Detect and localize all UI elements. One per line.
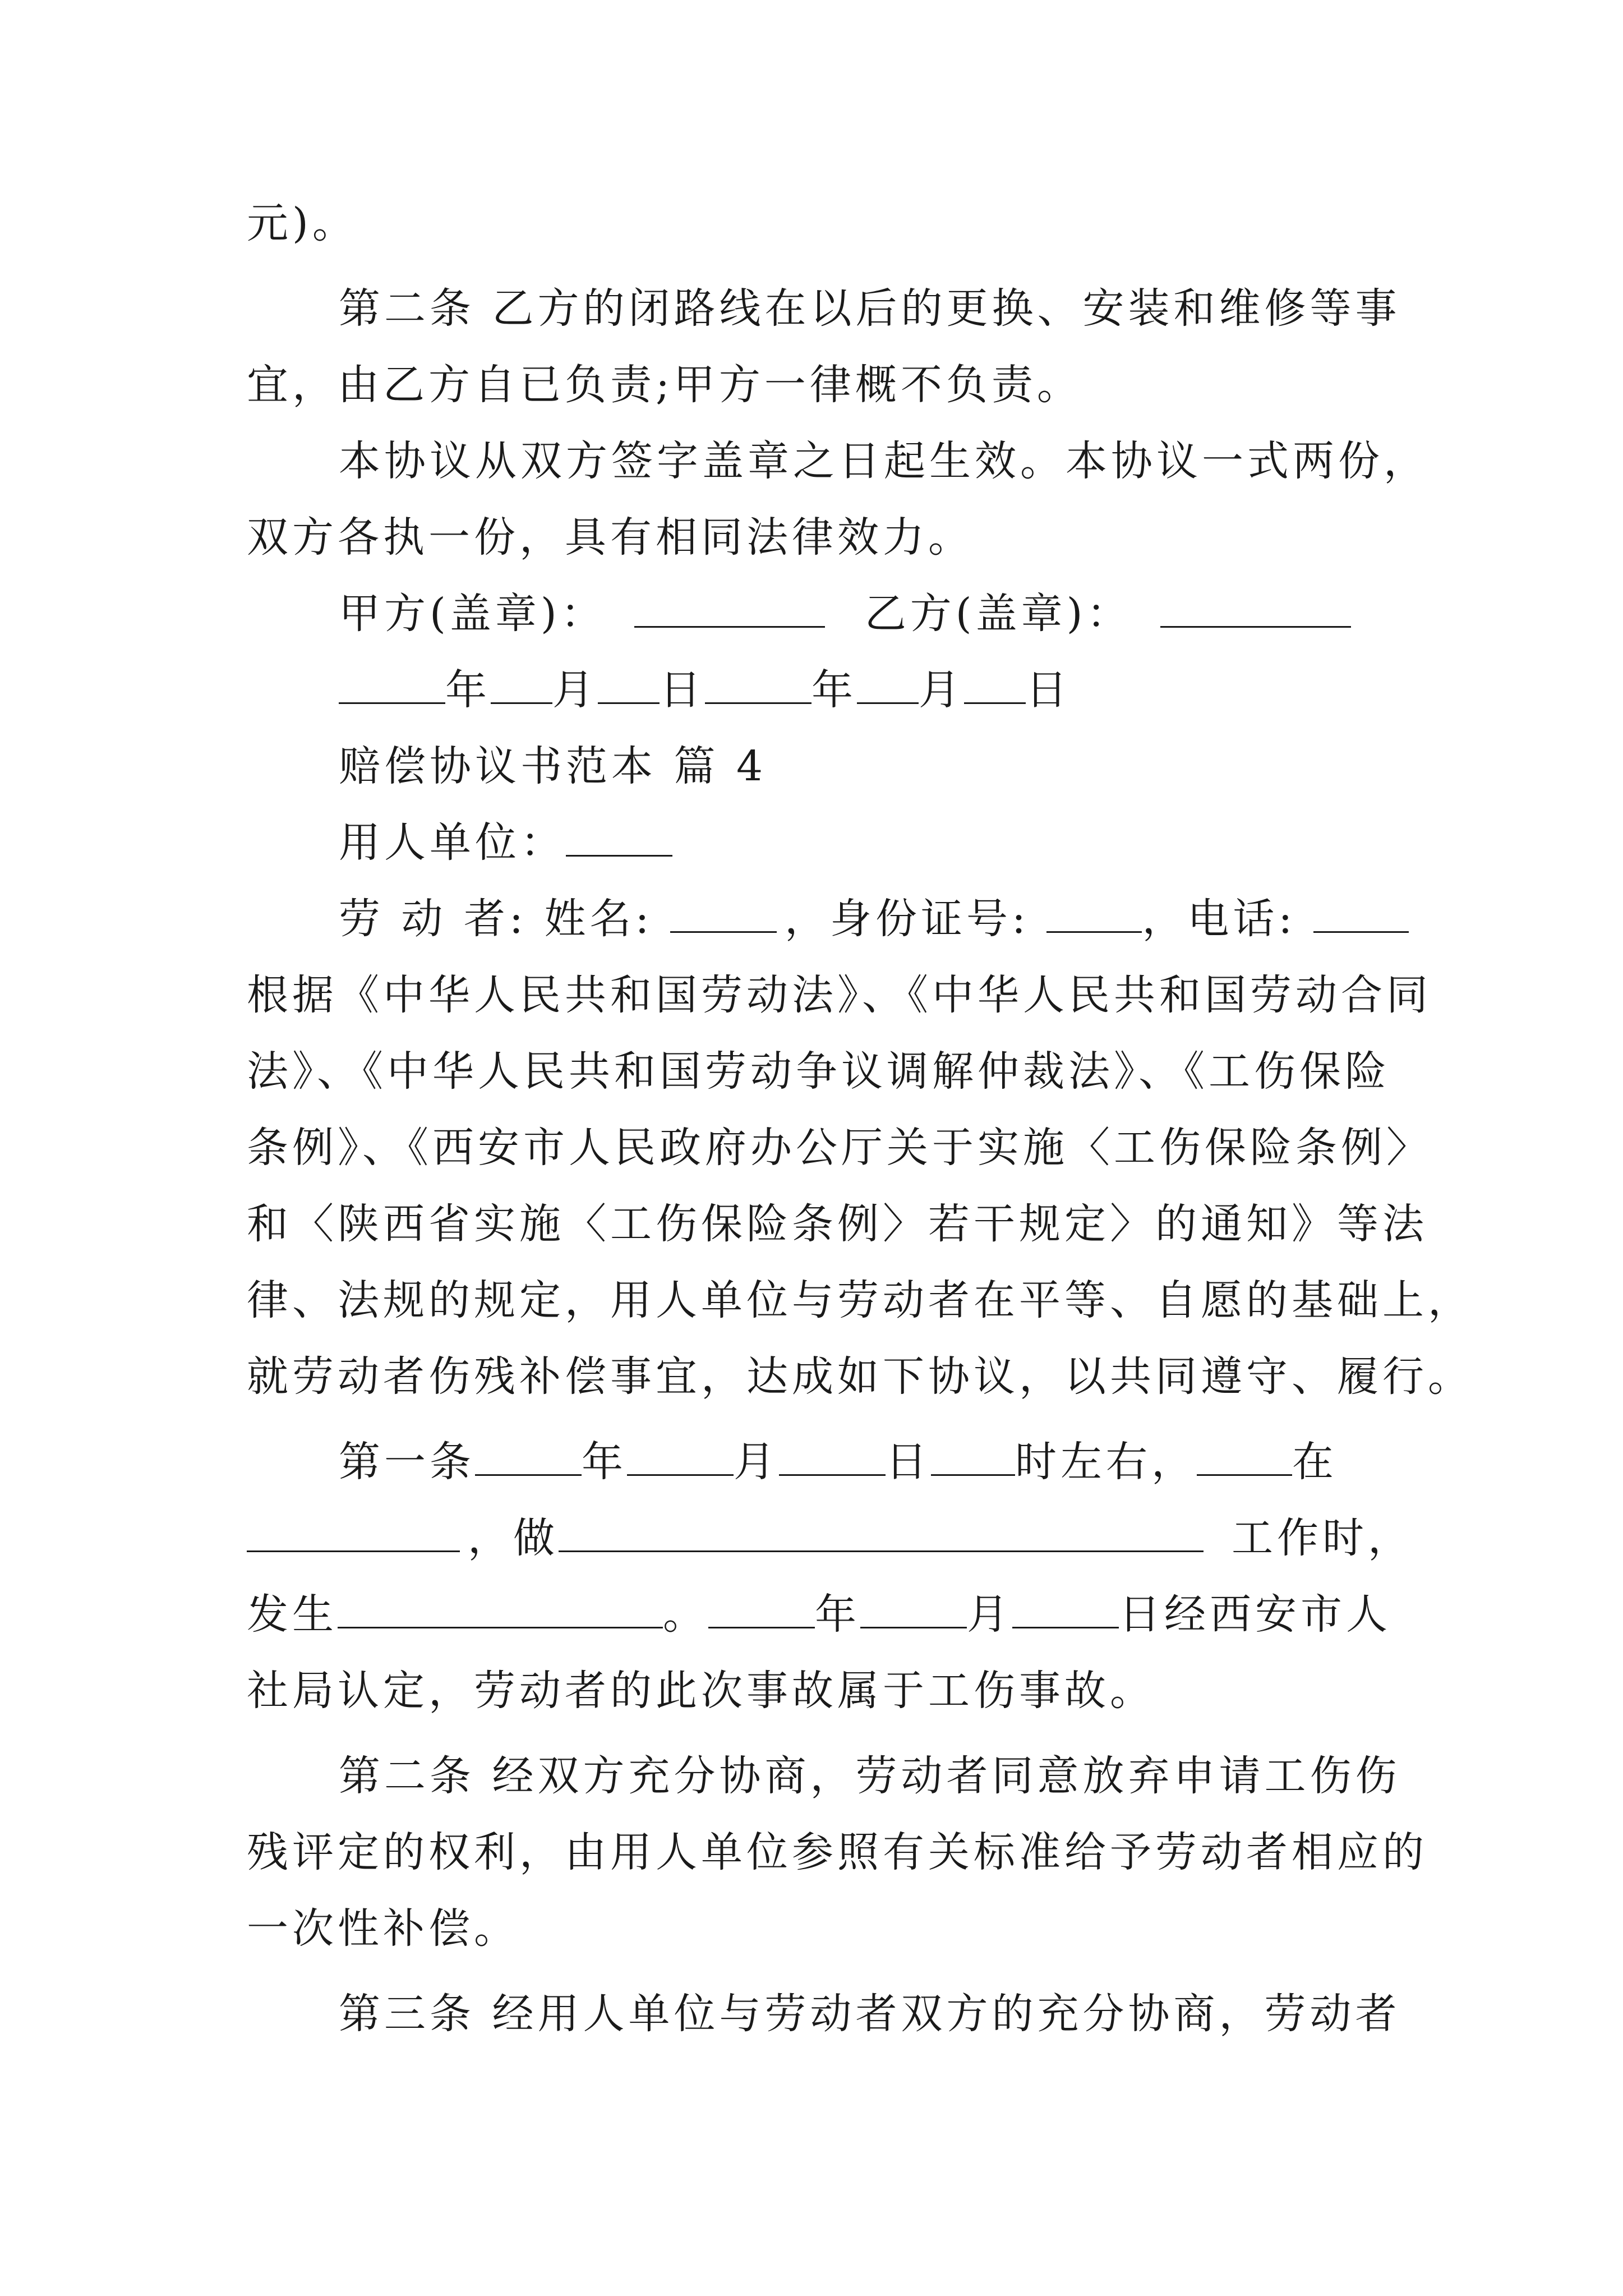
clause-label: 第一条 xyxy=(339,1438,475,1486)
date-line xyxy=(247,652,1380,728)
text-line xyxy=(247,185,1380,261)
party-b-seal-label: 乙方(盖章)： xyxy=(864,590,1132,638)
party-a-seal-label: 甲方(盖章)： xyxy=(339,590,606,638)
day-label: 日 xyxy=(1026,666,1071,714)
worker-line xyxy=(247,881,1380,957)
month-blank[interactable] xyxy=(857,663,919,704)
text: 根据《中华人民共和国劳动法》、《中华人民共和国劳动合同 xyxy=(247,971,1432,1019)
place-blank[interactable] xyxy=(247,1511,460,1552)
clause-2b-line-1 xyxy=(247,1738,1401,1814)
party-b-seal-blank[interactable] xyxy=(1160,587,1351,628)
time-label: 时左右， xyxy=(1015,1438,1197,1486)
month-label: 月 xyxy=(919,666,964,714)
text: 第二条 经双方充分协商，劳动者同意放弃申请工伤伤 xyxy=(339,1752,1401,1800)
year-label: 年 xyxy=(811,666,857,714)
year-label: 年 xyxy=(445,666,491,714)
employer-label: 用人单位： xyxy=(339,818,566,867)
doing-label: ，做 xyxy=(468,1514,559,1562)
heading-text: 赔偿协议书范本 篇 4 xyxy=(339,742,767,790)
year-blank[interactable] xyxy=(339,663,445,704)
month-blank[interactable] xyxy=(491,663,552,704)
clause-1-line-4 xyxy=(247,1653,1380,1729)
clause-1-line-3 xyxy=(247,1576,1391,1653)
clause-2-line-2 xyxy=(247,347,1380,423)
location-blank[interactable] xyxy=(1197,1435,1292,1476)
worker-name-blank[interactable] xyxy=(670,892,777,933)
phone-blank[interactable] xyxy=(1313,892,1409,933)
clause-2b-line-3 xyxy=(247,1890,1380,1967)
basis-line-4 xyxy=(247,1186,1428,1262)
party-a-seal-blank[interactable] xyxy=(634,587,825,628)
basis-line-3 xyxy=(247,1110,1432,1186)
id-number-blank[interactable] xyxy=(1046,892,1142,933)
document-page xyxy=(247,185,1473,2052)
day-blank[interactable] xyxy=(779,1435,886,1476)
year-label: 年 xyxy=(815,1590,860,1639)
text: 元)。 xyxy=(247,199,358,247)
working-label: 工作时， xyxy=(1232,1514,1413,1562)
month-label: 月 xyxy=(967,1590,1012,1639)
year-blank[interactable] xyxy=(475,1435,582,1476)
clause-3-line-1 xyxy=(247,1976,1401,2052)
effective-line-1 xyxy=(247,423,1429,499)
text: 双方各执一份，具有相同法律效力。 xyxy=(247,513,974,562)
text: 就劳动者伤残补偿事宜，达成如下协议，以共同遵守、履行。 xyxy=(247,1352,1473,1401)
text: 一次性补偿。 xyxy=(247,1904,519,1953)
phone-label: ，电话: xyxy=(1142,895,1297,943)
employer-blank[interactable] xyxy=(566,816,672,857)
day-label: 日 xyxy=(660,666,705,714)
month-blank[interactable] xyxy=(627,1435,734,1476)
worker-name-label: 劳 动 者: 姓名: xyxy=(339,895,653,943)
clause-1-line-2 xyxy=(247,1500,1413,1576)
clause-1-line-1 xyxy=(247,1424,1380,1500)
year-label: 年 xyxy=(582,1438,627,1486)
at-label: 在 xyxy=(1292,1438,1338,1486)
section-heading xyxy=(247,728,1380,804)
occurred-label: 发生 xyxy=(247,1590,338,1639)
text: 法》、《中华人民共和国劳动争议调解仲裁法》、《工伤保险 xyxy=(247,1047,1390,1096)
effective-line-2 xyxy=(247,499,1380,576)
day-blank[interactable] xyxy=(1012,1588,1119,1628)
month-label: 月 xyxy=(552,666,598,714)
hour-blank[interactable] xyxy=(931,1435,1015,1476)
day-blank[interactable] xyxy=(964,663,1026,704)
basis-line-5 xyxy=(247,1262,1473,1338)
text: 本协议从双方签字盖章之日起生效。本协议一式两份， xyxy=(339,437,1429,485)
day-label: 日经西安市人 xyxy=(1119,1590,1391,1639)
work-blank[interactable] xyxy=(559,1511,1204,1552)
year-blank[interactable] xyxy=(708,1588,815,1628)
day-blank[interactable] xyxy=(598,663,660,704)
clause-2b-line-2 xyxy=(247,1814,1428,1890)
period: 。 xyxy=(663,1590,708,1639)
text: 和〈陕西省实施〈工伤保险条例〉若干规定〉的通知》等法 xyxy=(247,1200,1428,1248)
text: 第二条 乙方的闭路线在以后的更换、安装和维修等事 xyxy=(339,284,1401,333)
month-label: 月 xyxy=(734,1438,779,1486)
day-label: 日 xyxy=(886,1438,931,1486)
clause-2-line-1 xyxy=(247,270,1401,347)
text: 律、法规的规定，用人单位与劳动者在平等、自愿的基础上， xyxy=(247,1276,1473,1324)
text: 残评定的权利，由用人单位参照有关标准给予劳动者相应的 xyxy=(247,1828,1428,1876)
year-blank[interactable] xyxy=(705,663,811,704)
text: 条例》、《西安市人民政府办公厅关于实施〈工伤保险条例〉 xyxy=(247,1124,1432,1172)
signature-line xyxy=(247,576,1380,652)
employer-line xyxy=(247,804,1380,881)
basis-line-1 xyxy=(247,957,1432,1033)
basis-line-2 xyxy=(247,1033,1390,1110)
basis-line-6 xyxy=(247,1338,1473,1415)
text: 第三条 经用人单位与劳动者双方的充分协商，劳动者 xyxy=(339,1990,1401,2038)
text: 社局认定，劳动者的此次事故属于工伤事故。 xyxy=(247,1667,1155,1715)
month-blank[interactable] xyxy=(860,1588,967,1628)
incident-blank[interactable] xyxy=(338,1588,663,1628)
text: 宜，由乙方自已负责;甲方一律概不负责。 xyxy=(247,361,1082,409)
id-number-label: ，身份证号: xyxy=(784,895,1030,943)
